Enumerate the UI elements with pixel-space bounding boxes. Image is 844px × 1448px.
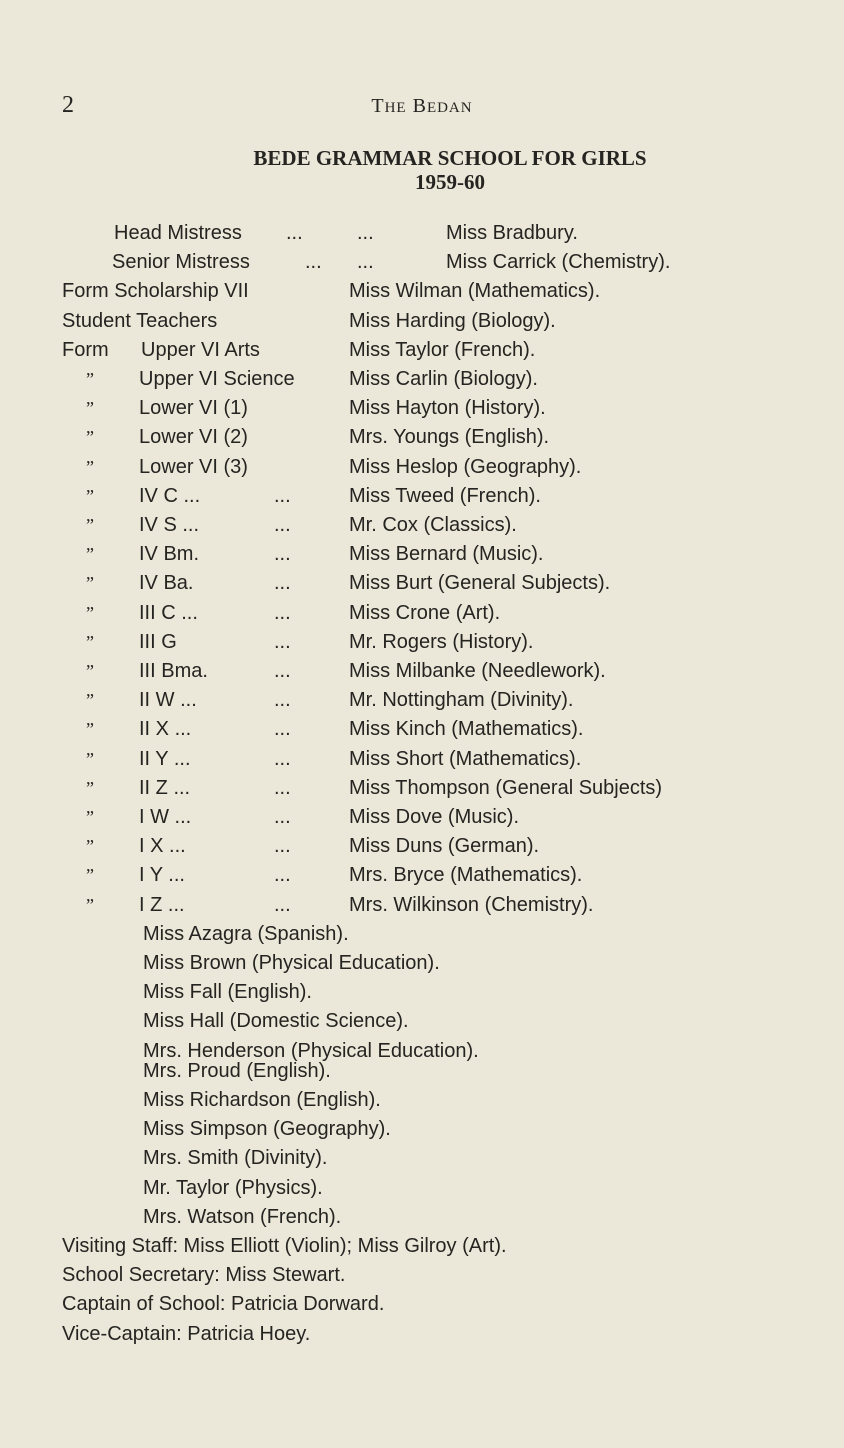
leader-dots: ...: [274, 601, 291, 624]
form-row: [0, 336, 844, 365]
form-name: Lower VI (1): [139, 397, 248, 420]
staff-member: Mrs. Proud (English).: [143, 1059, 331, 1082]
teacher-name: Mrs. Wilkinson (Chemistry).: [349, 893, 594, 916]
form-row: [0, 774, 844, 803]
form-row: [0, 453, 844, 482]
leader-dots: ...: [274, 806, 291, 828]
leader-dots: ...: [274, 776, 291, 799]
teacher-name: Miss Kinch (Mathematics).: [349, 718, 584, 741]
teacher-name: Mr. Cox (Classics).: [349, 514, 517, 536]
footer-line: Visiting Staff: Miss Elliott (Violin); Miss Gilroy (Art).: [62, 1235, 507, 1257]
form-name: IV C ...: [139, 484, 201, 507]
footer-line: School Secretary: Miss Stewart.: [62, 1264, 346, 1287]
footer-line: Vice-Captain: Patricia Hoey.: [62, 1322, 311, 1345]
form-name: II Z ...: [139, 776, 191, 799]
role-label: Head Mistress: [114, 222, 242, 244]
ditto-mark: ”: [86, 690, 94, 711]
teacher-name: Miss Short (Mathematics).: [349, 747, 582, 770]
page-number: 2: [62, 92, 74, 118]
form-row: [0, 540, 844, 569]
teacher-name: Miss Wilman (Mathematics).: [349, 280, 601, 303]
teacher-name: Miss Thompson (General Subjects): [349, 776, 663, 799]
form-word: Form: [62, 338, 109, 361]
teacher-name: Mr. Rogers (History).: [349, 630, 534, 653]
form-name: II X ...: [139, 718, 192, 741]
form-name: Upper VI Science: [139, 368, 295, 390]
ditto-mark: ”: [86, 544, 94, 565]
staff-member: Miss Simpson (Geography).: [143, 1118, 391, 1141]
teacher-name: Miss Hayton (History).: [349, 397, 546, 420]
teacher-name: Miss Milbanke (Needlework).: [349, 660, 606, 682]
leader-dots: ...: [274, 630, 291, 653]
staff-row: [0, 307, 844, 336]
teacher-name: Miss Crone (Art).: [349, 601, 501, 624]
form-row: [0, 861, 844, 890]
staff-member: Miss Brown (Physical Education).: [143, 952, 440, 974]
form-row: [0, 423, 844, 452]
form-row: [0, 394, 844, 423]
leader-dots: ...: [274, 514, 291, 536]
ditto-mark: ”: [86, 661, 94, 681]
staff-member: Mrs. Watson (French).: [143, 1205, 342, 1228]
page-title: [0, 146, 844, 194]
teacher-name: Miss Bernard (Music).: [349, 543, 544, 566]
running-head: THE BEDAN: [371, 95, 473, 117]
form-row: [0, 511, 844, 540]
staff-member: Mrs. Henderson (Physical Education).: [143, 1039, 479, 1062]
head-row: [0, 248, 844, 277]
form-row: [0, 482, 844, 511]
form-name: I Y ...: [139, 864, 185, 887]
teacher-name: Miss Carlin (Biology).: [349, 368, 538, 390]
form-name: III G: [139, 630, 177, 653]
teacher-name: Miss Tweed (French).: [349, 484, 541, 507]
leader-dots: ...: [274, 689, 291, 712]
form-row: [0, 803, 844, 832]
form-row: [0, 686, 844, 715]
row-label: Student Teachers: [62, 309, 218, 332]
staff-member: Mr. Taylor (Physics).: [143, 1176, 323, 1199]
form-name: II W ...: [139, 689, 197, 712]
teacher-name: Miss Bradbury.: [446, 222, 578, 244]
ditto-mark: ”: [86, 515, 94, 535]
leader-dots: ...: [274, 660, 291, 682]
staff-member: Miss Fall (English).: [143, 981, 312, 1004]
separator-dots: ...: [357, 251, 374, 274]
form-row: [0, 891, 844, 920]
teacher-name: Miss Duns (German).: [349, 835, 540, 858]
leader-dots: ...: [274, 893, 291, 916]
form-row: [0, 599, 844, 628]
teacher-name: Mr. Nottingham (Divinity).: [349, 689, 574, 712]
ditto-mark: ”: [86, 777, 94, 798]
staff-member: Miss Hall (Domestic Science).: [143, 1010, 409, 1033]
form-name: III Bma.: [139, 660, 208, 682]
row-label: Form Scholarship VII: [62, 280, 249, 303]
leader-dots: ...: [274, 864, 291, 887]
staff-member: Miss Azagra (Spanish).: [143, 922, 349, 945]
form-row: [0, 657, 844, 686]
ditto-mark: ”: [86, 719, 94, 740]
ditto-mark: ”: [86, 865, 94, 886]
form-name: Upper VI Arts: [141, 338, 260, 361]
form-name: III C ...: [139, 601, 198, 624]
form-name: Lower VI (3): [139, 455, 248, 478]
ditto-mark: ”: [86, 456, 94, 477]
leader-dots: ...: [274, 484, 291, 507]
title-line-1: BEDE GRAMMAR SCHOOL FOR GIRLS: [253, 146, 647, 170]
staff-member: Miss Richardson (English).: [143, 1089, 381, 1111]
teacher-name: Miss Taylor (French).: [349, 338, 536, 361]
form-name: IV S ...: [139, 514, 200, 536]
title-line-2: 1959-60: [415, 170, 485, 194]
ditto-mark: ”: [86, 807, 94, 827]
form-row: [0, 832, 844, 861]
role-dots: ...: [305, 251, 322, 274]
form-name: Lower VI (2): [139, 426, 248, 449]
form-name: II Y ...: [139, 747, 191, 770]
leader-dots: ...: [274, 543, 291, 566]
teacher-name: Miss Heslop (Geography).: [349, 455, 582, 478]
ditto-mark: ”: [86, 748, 94, 769]
form-row: [0, 365, 844, 394]
role-label: Senior Mistress: [112, 251, 250, 274]
ditto-mark: ”: [86, 631, 94, 652]
leader-dots: ...: [274, 718, 291, 741]
staff-member: Mrs. Smith (Divinity).: [143, 1147, 328, 1170]
head-row: [0, 219, 844, 248]
form-name: I W ...: [139, 806, 192, 828]
ditto-mark: ”: [86, 836, 94, 857]
teacher-name: Miss Harding (Biology).: [349, 309, 556, 332]
ditto-mark: ”: [86, 602, 94, 623]
teacher-name: Mrs. Bryce (Mathematics).: [349, 864, 583, 887]
ditto-mark: ”: [86, 573, 94, 594]
role-dots: ...: [286, 222, 303, 244]
form-name: IV Ba.: [139, 572, 194, 595]
footer-line: Captain of School: Patricia Dorward.: [62, 1293, 385, 1316]
leader-dots: ...: [274, 572, 291, 595]
form-row: [0, 745, 844, 774]
ditto-mark: ”: [86, 894, 94, 915]
form-row: [0, 715, 844, 744]
ditto-mark: ”: [86, 398, 94, 419]
ditto-mark: ”: [86, 427, 94, 448]
staff-row: [0, 277, 844, 306]
teacher-name: Mrs. Youngs (English).: [349, 426, 550, 449]
ditto-mark: ”: [86, 485, 94, 506]
teacher-name: Miss Burt (General Subjects).: [349, 572, 611, 595]
leader-dots: ...: [274, 835, 291, 858]
form-name: I Z ...: [139, 893, 185, 916]
teacher-name: Miss Carrick (Chemistry).: [446, 251, 671, 274]
form-name: I X ...: [139, 835, 186, 858]
separator-dots: ...: [357, 222, 374, 244]
form-row: [0, 569, 844, 598]
ditto-mark: ”: [86, 369, 94, 389]
form-row: [0, 628, 844, 657]
teacher-name: Miss Dove (Music).: [349, 806, 520, 828]
leader-dots: ...: [274, 747, 291, 770]
form-name: IV Bm.: [139, 543, 200, 566]
